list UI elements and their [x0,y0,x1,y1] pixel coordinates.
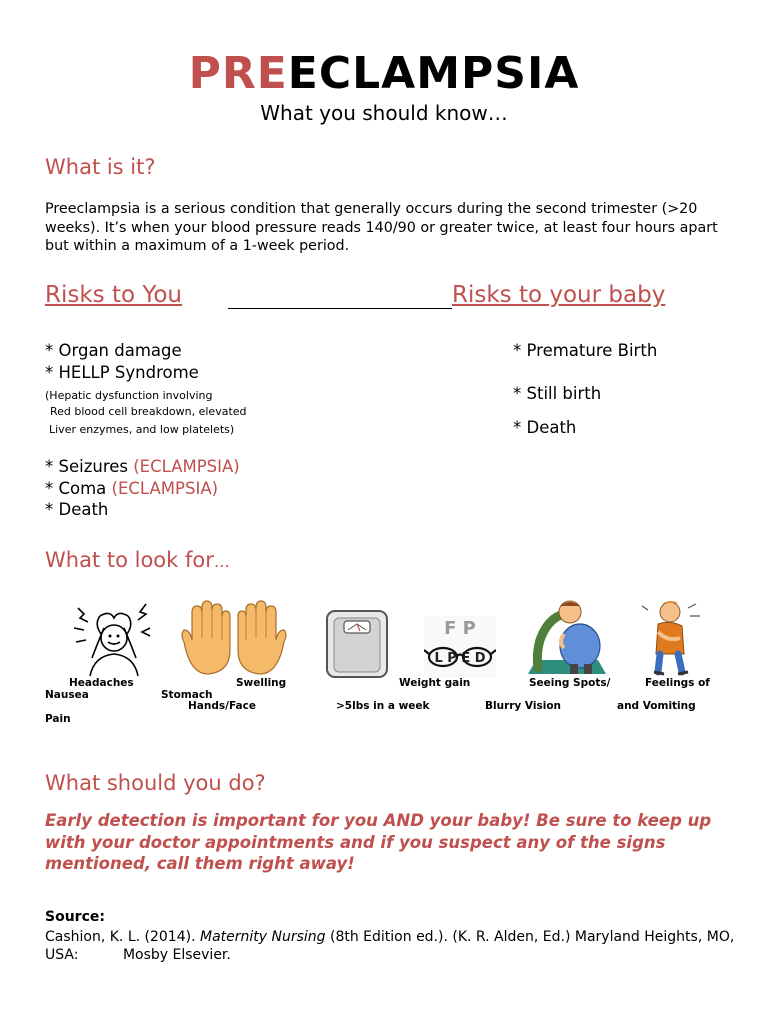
label-headaches: Headaches [69,677,134,689]
label-nausea: Nausea [45,689,89,701]
label-pain: Pain [45,713,71,725]
coma-tag: (ECLAMPSIA) [111,479,219,498]
risk-you-death: * Death [45,500,109,519]
what-body: Preeclampsia is a serious condition that generally occurs during the second trimester (>20 weeks). It’s when your blood pressure reads 140/90 or greater twice, at least four hours apart but within a maximum of a 1-week period. [45,201,718,254]
page-subtitle: What you should know… [260,101,508,125]
eye-chart-row-2: L P E D [434,651,486,666]
eye-chart-glasses-icon [424,616,496,678]
vomiting-person-icon [524,598,610,678]
label-weight-gain: Weight gain [399,677,471,689]
label-seeing-spots: Seeing Spots/ [529,677,611,689]
eye-chart-row-1: F P [444,618,476,639]
risk-you-organ: * Organ damage [45,341,182,360]
label-hands-face: Hands/Face [188,700,256,712]
label-and-vomiting: and Vomiting [617,700,696,712]
label-blurry-vision: Blurry Vision [485,700,562,712]
look-heading-ellipsis: … [213,552,230,571]
source-book: Maternity Nursing [199,929,326,945]
source-post: (8th Edition ed.). (K. R. Alden, Ed.) Maryland Heights, MO, USA: Mosby Elsevier. [45,929,739,963]
risk-baby-death: * Death [513,418,577,437]
title-rest: ECLAMPSIA [287,48,580,99]
do-heading: What should you do? [45,771,266,795]
risks-baby-heading: Risks to your baby [452,282,666,308]
what-heading: What is it? [45,155,156,179]
risks-divider [228,308,452,309]
risks-you-heading: Risks to You [45,282,183,308]
seizures-tag: (ECLAMPSIA) [133,457,240,476]
risk-baby-premature: * Premature Birth [513,341,658,360]
look-heading [45,548,230,572]
label-swelling: Swelling [236,677,287,689]
source-citation [45,928,739,964]
label-feelings-of: Feelings of [645,677,710,689]
scale-icon [324,608,390,680]
hellp-note-3: Liver enzymes, and low platelets) [49,423,235,436]
stomach-pain-person-icon [640,598,706,678]
swollen-hands-icon [178,598,290,680]
title-prefix: PRE [188,48,288,99]
hellp-note-2: Red blood cell breakdown, elevated [50,405,247,418]
risk-you-coma [45,479,218,498]
source-label: Source: [45,909,105,925]
do-body: Early detection is important for you AND your baby! Be sure to keep up with your doctor appointments and if you suspect any of the signs mentioned, call them right away! [45,811,712,873]
risk-you-hellp: * HELLP Syndrome [45,363,199,382]
label-stomach: Stomach [161,689,213,701]
seizures-text: * Seizures [45,457,134,476]
look-heading-text: What to look for [45,548,214,572]
coma-text: * Coma [45,479,112,498]
headache-icon [70,598,158,678]
risk-baby-stillbirth: * Still birth [513,384,602,403]
label-lbs-week: >5lbs in a week [336,700,430,712]
source-pre: Cashion, K. L. (2014). [45,929,200,945]
hellp-note-1: (Hepatic dysfunction involving [45,389,213,402]
page-title [0,48,768,99]
risk-you-seizures [45,457,240,476]
